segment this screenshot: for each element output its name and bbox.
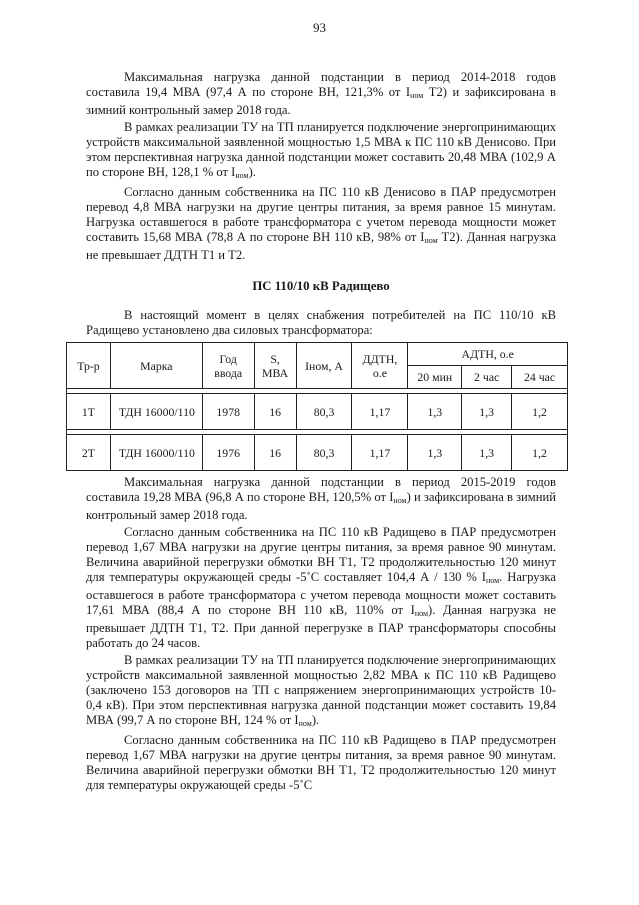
cell-inom: 80,3	[296, 394, 352, 430]
header-power: S, МВА	[254, 343, 296, 389]
paragraph-denisovo-max-load: Максимальная нагрузка данной подстанции в период 2014-2018 годов составила 19,4 МВА (97,4 А по стороне ВН, 121,3% от $I_{ном}$ Т2) и зафиксирована в зимний контрольный замер 2018 года.	[86, 70, 556, 117]
header-trp: Тр-р	[67, 343, 111, 389]
paragraph-denisovo-tu: В рамках реализации ТУ на ТП планируется подключение энергопринимающих устройств максимальной заявленной мощностью 1,5 МВА к ПС 110 кВ Денисово. При этом перспективная нагрузка данной подстанции может составить 20,48 МВА (102,9 А по стороне ВН, 128,1 % от $I_{ном}$).	[86, 120, 556, 180]
header-marka: Марка	[110, 343, 202, 389]
header-24h: 24 час	[512, 366, 568, 389]
table-row	[67, 435, 568, 471]
paragraph-radishchevo-tu: В рамках реализации ТУ на ТП планируется подключение энергопринимающих устройств максимальной заявленной мощностью 2,82 МВА к ПС 110 кВ Радищево (заключено 153 договоров на ТП с напряжением энергопринимающих устройств 10-0,4 кВ). При этом перспективная нагрузка данной подстанции может составить 19,84 МВА (99,7 А по стороне ВН, 124 % от $I_{ном}$).	[86, 653, 556, 728]
header-adtn: АДТН, о.е	[408, 343, 568, 366]
cell-inom: 80,3	[296, 435, 352, 471]
cell-24h: 1,2	[512, 435, 568, 471]
cell-24h: 1,2	[512, 394, 568, 430]
cell-marka: ТДН 16000/110	[110, 394, 202, 430]
header-ddtn: ДДТН, о.е	[352, 343, 408, 389]
cell-year: 1978	[202, 394, 254, 430]
cell-ddtn: 1,17	[352, 435, 408, 471]
cell-marka: ТДН 16000/110	[110, 435, 202, 471]
cell-power: 16	[254, 394, 296, 430]
cell-trp: 2Т	[67, 435, 111, 471]
cell-20min: 1,3	[408, 435, 462, 471]
header-2h: 2 час	[462, 366, 512, 389]
cell-power: 16	[254, 435, 296, 471]
paragraph-radishchevo-par-2: Согласно данным собственника на ПС 110 кВ Радищево в ПАР предусмотрен перевод 1,67 МВА нагрузки на другие центры питания, за время равное 90 минутам. Величина аварийной перегрузки обмотки ВН Т1, Т2 продолжительностью 120 минут для температуры окружающей среды -5˚С	[86, 733, 556, 792]
cell-20min: 1,3	[408, 394, 462, 430]
cell-2h: 1,3	[462, 394, 512, 430]
header-inom: Iном, А	[296, 343, 352, 389]
paragraph-radishchevo-intro: В настоящий момент в целях снабжения потребителей на ПС 110/10 кВ Радищево установлено два силовых трансформатора:	[86, 308, 556, 337]
paragraph-denisovo-par: Согласно данным собственника на ПС 110 кВ Денисово в ПАР предусмотрен перевод 4,8 МВА нагрузки на другие центры питания, за время равное 15 минутам. Нагрузка оставшегося в работе трансформатора с учетом перевода мощности может составить 15,68 МВА (78,8 А по стороне ВН 110 кВ, 98% от $I_{ном}$ Т2). Данная нагрузка не превышает ДДТН Т1 и Т2.	[86, 185, 557, 262]
cell-year: 1976	[202, 435, 254, 471]
section-heading: ПС 110/10 кВ Радищево	[252, 279, 390, 293]
transformer-table	[66, 342, 568, 471]
page-number: 93	[313, 20, 326, 35]
paragraph-radishchevo-max-load: Максимальная нагрузка данной подстанции в период 2015-2019 годов составила 19,28 МВА (96,8 А по стороне ВН, 120,5% от $I_{ном}$) и зафиксирована в зимний контрольный замер 2018 года.	[86, 475, 556, 522]
document-body	[77, 70, 557, 795]
table-row	[67, 394, 568, 430]
header-year: Год ввода	[202, 343, 254, 389]
cell-trp: 1Т	[67, 394, 111, 430]
paragraph-radishchevo-par: Согласно данным собственника на ПС 110 кВ Радищево в ПАР предусмотрен перевод 1,67 МВА нагрузки на другие центры питания, за время равное 90 минутам. Величина аварийной перегрузки обмотки ВН Т1, Т2 продолжительностью 120 минут для температуры окружающей среды -5˚С составляет 104,4 А / 130 % $I_{ном}$. Нагрузка оставшегося в работе трансформатора с учетом перевода мощности может составить 17,61 МВА (88,4 А по стороне ВН 110 кВ, 110% от $I_{ном}$). Данная нагрузка не превышает ДДТН Т1, Т2. При данной перегрузке в ПАР трансформаторы способны работать до 24 часов.	[86, 525, 556, 650]
header-20min: 20 мин	[408, 366, 462, 389]
cell-ddtn: 1,17	[352, 394, 408, 430]
cell-2h: 1,3	[462, 435, 512, 471]
